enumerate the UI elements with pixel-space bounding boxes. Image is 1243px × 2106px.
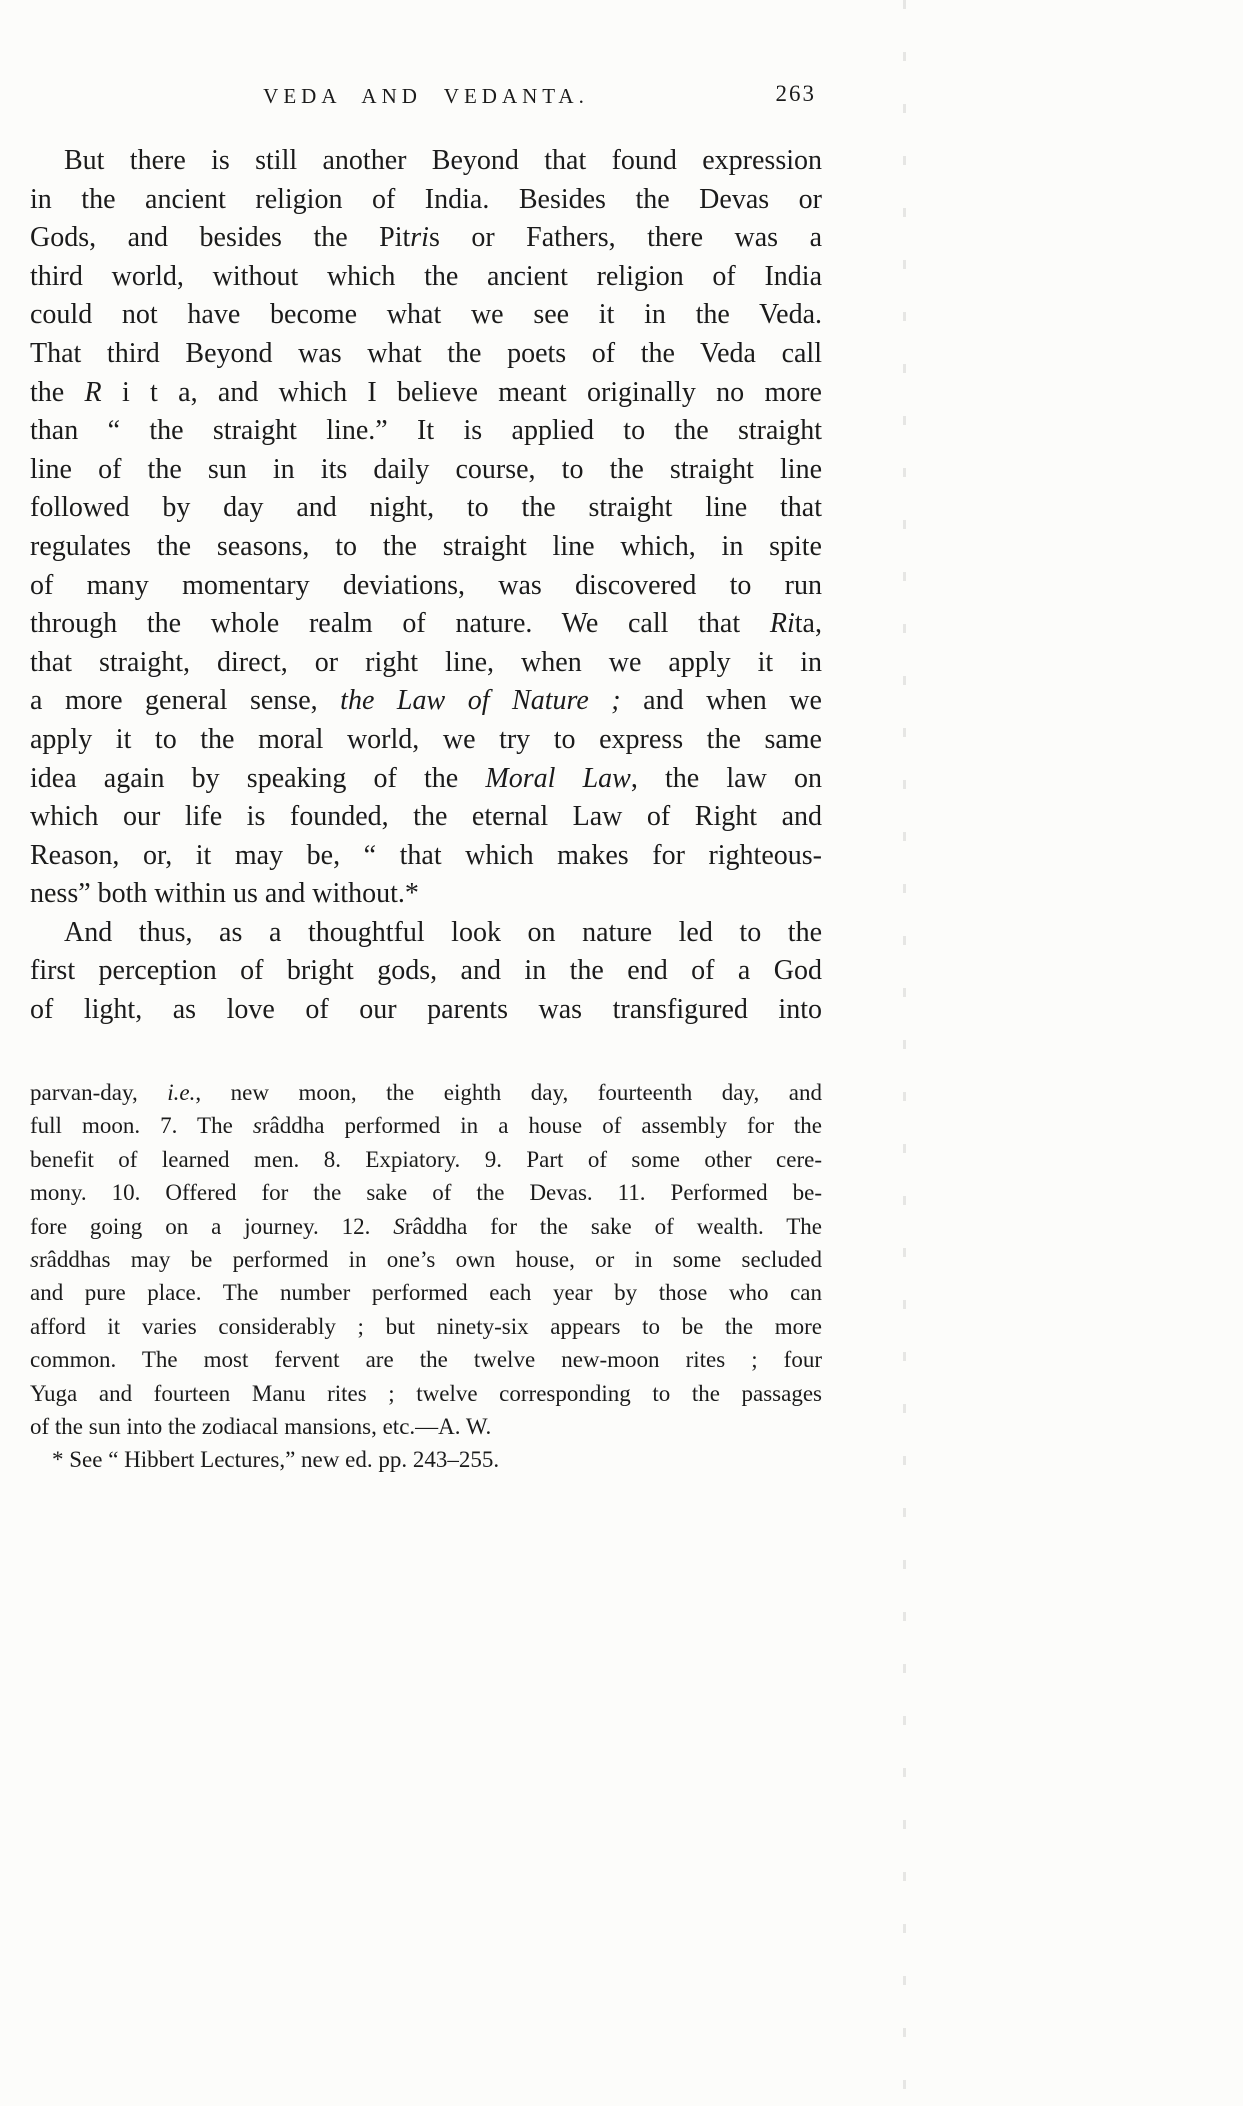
text-run: line of the sun in its daily course, to the straight line [30, 453, 822, 485]
text-run: Gods, and besides the Pit [30, 222, 411, 254]
text-run: apply it to the moral world, we try to express the same [30, 723, 822, 755]
text-line [30, 374, 822, 413]
text-run: than “ the straight line.” It is applied to the straight [30, 415, 822, 447]
italic-text-run: Moral Law [485, 762, 631, 794]
text-run: in the ancient religion of India. Besides the Devas or [30, 183, 822, 215]
text-line [30, 1210, 822, 1243]
text-line [30, 567, 822, 606]
text-line [30, 760, 822, 799]
text-line [30, 219, 822, 258]
text-run: could not have become what we see it in the Veda. [30, 299, 822, 331]
text-line [30, 1143, 822, 1176]
text-run: third world, without which the ancient religion of India [30, 260, 822, 292]
scan-artifact-right-edge [903, 0, 906, 2106]
text-run: , the law on [630, 762, 823, 794]
text-line [30, 1109, 822, 1142]
text-line [30, 489, 822, 528]
text-run: of many momentary deviations, was discovered to run [30, 569, 822, 601]
text-run: parvan-day, [30, 1080, 168, 1105]
page-number: 263 [775, 81, 816, 106]
text-run: and when we [620, 685, 822, 717]
text-line [30, 875, 822, 914]
text-line [30, 451, 822, 490]
text-line [30, 1076, 822, 1109]
text-line [30, 682, 822, 721]
text-line [30, 721, 822, 760]
text-line [30, 914, 822, 953]
text-run: râddha performed in a house of assembly for the [261, 1113, 823, 1139]
text-run: Reason, or, it may be, “ that which makes for righteous- [30, 839, 822, 871]
text-run: That third Beyond was what the poets of the Veda call [30, 337, 822, 369]
italic-text-run: S [393, 1213, 405, 1239]
text-run: regulates the seasons, to the straight line which, in spite [30, 530, 822, 562]
italic-text-run: ri [410, 222, 429, 254]
italic-text-run: R [84, 376, 102, 408]
text-line [30, 1176, 822, 1209]
text-run: And thus, as a thoughtful look on nature led to the [64, 916, 822, 948]
text-line [30, 142, 822, 181]
italic-text-run: s [252, 1113, 262, 1139]
text-run: first perception of bright gods, and in the end of a God [30, 955, 822, 987]
text-line [30, 952, 822, 991]
page-header [30, 81, 822, 109]
text-line [30, 181, 822, 220]
text-run: benefit of learned men. 8. Expiatory. 9. Part of some other cere- [30, 1146, 822, 1172]
italic-text-run: the Law of Nature ; [340, 685, 621, 717]
text-line [30, 1443, 822, 1476]
text-line [30, 605, 822, 644]
text-line [30, 335, 822, 374]
text-run: full moon. 7. The [30, 1113, 253, 1139]
text-run: idea again by speaking of the [30, 762, 486, 794]
running-title: VEDA AND VEDANTA. [263, 84, 589, 108]
italic-text-run: s [30, 1247, 39, 1273]
text-run: of light, as love of our parents was transfigured into [30, 994, 822, 1026]
text-run: râddhas may be performed in one’s own house, or in some secluded [38, 1247, 822, 1273]
text-run: râddha for the sake of wealth. The [404, 1213, 822, 1239]
text-run: * See “ Hibbert Lectures,” new ed. pp. 243–255. [52, 1447, 500, 1473]
text-run: common. The most fervent are the twelve new-moon rites ; four [30, 1347, 822, 1373]
text-run: ta, [794, 608, 822, 640]
footnote [30, 1076, 822, 1477]
text-line [30, 1243, 822, 1276]
body-text [30, 142, 822, 1030]
text-run: But there is still another Beyond that found expression [64, 145, 822, 176]
text-line [30, 1410, 822, 1443]
text-run: mony. 10. Offered for the sake of the Devas. 11. Performed be- [30, 1180, 822, 1206]
italic-text-run: Ri [769, 608, 795, 640]
text-run: Yuga and fourteen Manu rites ; twelve corresponding to the passages [30, 1380, 822, 1406]
text-run: s or Fathers, there was a [428, 222, 822, 254]
text-line [30, 991, 822, 1030]
text-run: and pure place. The number performed each year by those who can [30, 1280, 822, 1306]
text-run: followed by day and night, to the straight line that [30, 492, 822, 524]
text-run: that straight, direct, or right line, when we apply it in [30, 646, 822, 678]
text-run: fore going on a journey. 12. [30, 1213, 394, 1239]
text-run: the [30, 376, 85, 408]
text-line [30, 296, 822, 335]
text-line [30, 528, 822, 567]
text-line [30, 1377, 822, 1410]
text-line [30, 1310, 822, 1343]
text-run: ness” both within us and without.* [30, 878, 419, 910]
text-line [30, 258, 822, 297]
text-line [30, 798, 822, 837]
text-run: afford it varies considerably ; but ninety-six appears to be the more [30, 1313, 822, 1339]
text-run: a more general sense, [30, 685, 341, 717]
text-line [30, 1343, 822, 1376]
text-line [30, 837, 822, 876]
text-run: which our life is founded, the eternal Law of Right and [30, 801, 822, 833]
text-run: through the whole realm of nature. We call that [30, 608, 770, 640]
text-line [30, 1276, 822, 1309]
text-line [30, 644, 822, 683]
text-run: i t a, and which I believe meant originally no more [101, 376, 822, 408]
text-line [30, 412, 822, 451]
italic-text-run: i.e. [167, 1080, 196, 1105]
text-run: of the sun into the zodiacal mansions, etc.—A. W. [30, 1414, 492, 1440]
text-run: , new moon, the eighth day, fourteenth day, and [195, 1080, 823, 1105]
